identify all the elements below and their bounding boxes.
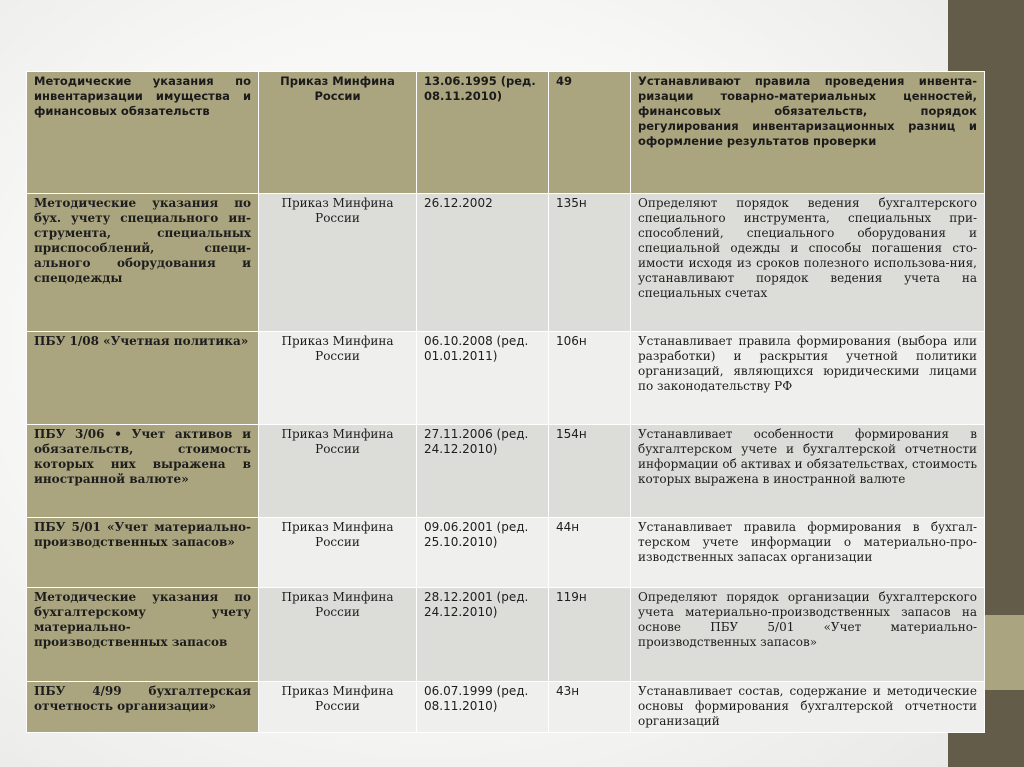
issuing-order: Приказ Минфина России [259, 72, 417, 194]
document-number: 119н [549, 588, 631, 682]
issuing-order: Приказ Минфина России [259, 682, 417, 733]
document-number: 154н [549, 425, 631, 518]
table-row [27, 588, 985, 682]
issuing-order: Приказ Минфина России [259, 194, 417, 332]
document-name: ПБУ 4/99 бухгалтерская отчетность организации» [27, 682, 259, 733]
table-row [27, 518, 985, 588]
document-number: 106н [549, 332, 631, 425]
document-description: Устанавливает состав, содержание и методические основы формирования бухгалтерской отчетности организаций [631, 682, 985, 733]
document-date: 06.10.2008 (ред. 01.01.2011) [417, 332, 549, 425]
document-number: 43н [549, 682, 631, 733]
document-description: Устанавливает особенности формирования в бухгалтерском учете и бухгалтерской отчетности информации об активах и обязательствах, стоимость которых выражена в иностранной валюте [631, 425, 985, 518]
document-name: ПБУ 5/01 «Учет материально-производственных запасов» [27, 518, 259, 588]
issuing-order: Приказ Минфина России [259, 518, 417, 588]
document-name: Методические указания по инвентаризации имущества и финансовых обязательств [27, 72, 259, 194]
table-row [27, 332, 985, 425]
document-number: 44н [549, 518, 631, 588]
document-number: 49 [549, 72, 631, 194]
document-number: 135н [549, 194, 631, 332]
document-name: ПБУ 3/06 • Учет активов и обязательств, стоимость которых них выражена в иностранной валюте» [27, 425, 259, 518]
document-description: Устанавливает правила формирования (выбора или разработки) и раскрытия учетной политики организаций, являющихся юридическими лицами по законодательству РФ [631, 332, 985, 425]
document-description: Устанавливают правила проведения инвента-ризации товарно-материальных ценностей, финансовых обязательств, порядок регулирования инвентаризационных разниц и оформление результатов проверки [631, 72, 985, 194]
issuing-order: Приказ Минфина России [259, 588, 417, 682]
document-description: Устанавливает правила формирования в бухгал-терском учете информации о материально-про-изводственных запасах организации [631, 518, 985, 588]
document-date: 27.11.2006 (ред. 24.12.2010) [417, 425, 549, 518]
table-row [27, 425, 985, 518]
issuing-order: Приказ Минфина России [259, 332, 417, 425]
document-date: 09.06.2001 (ред. 25.10.2010) [417, 518, 549, 588]
issuing-order: Приказ Минфина России [259, 425, 417, 518]
document-date: 28.12.2001 (ред. 24.12.2010) [417, 588, 549, 682]
side-accent [982, 615, 1024, 690]
document-date: 26.12.2002 [417, 194, 549, 332]
document-date: 13.06.1995 (ред. 08.11.2010) [417, 72, 549, 194]
document-name: Методические указания по бухгалтерскому учету материально-производственных запасов [27, 588, 259, 682]
document-name: ПБУ 1/08 «Учетная политика» [27, 332, 259, 425]
document-description: Определяют порядок организации бухгалтерского учета материально-производственных запасов на основе ПБУ 5/01 «Учет материально-производственных запасов» [631, 588, 985, 682]
table-row [27, 682, 985, 733]
document-name: Методические указания по бух. учету специального ин-струмента, специальных приспособлений, специ-ального оборудования и спецодежды [27, 194, 259, 332]
document-date: 06.07.1999 (ред. 08.11.2010) [417, 682, 549, 733]
document-description: Определяют порядок ведения бухгалтерского специального инструмента, специальных при-способлений, специального оборудования и специальной одежды и способы погашения сто-имости исходя из сроков полезного использова-ния, устанавливают порядок ведения учета на специальных счетах [631, 194, 985, 332]
regulations-table [26, 71, 985, 733]
table-row [27, 72, 985, 194]
table-row [27, 194, 985, 332]
